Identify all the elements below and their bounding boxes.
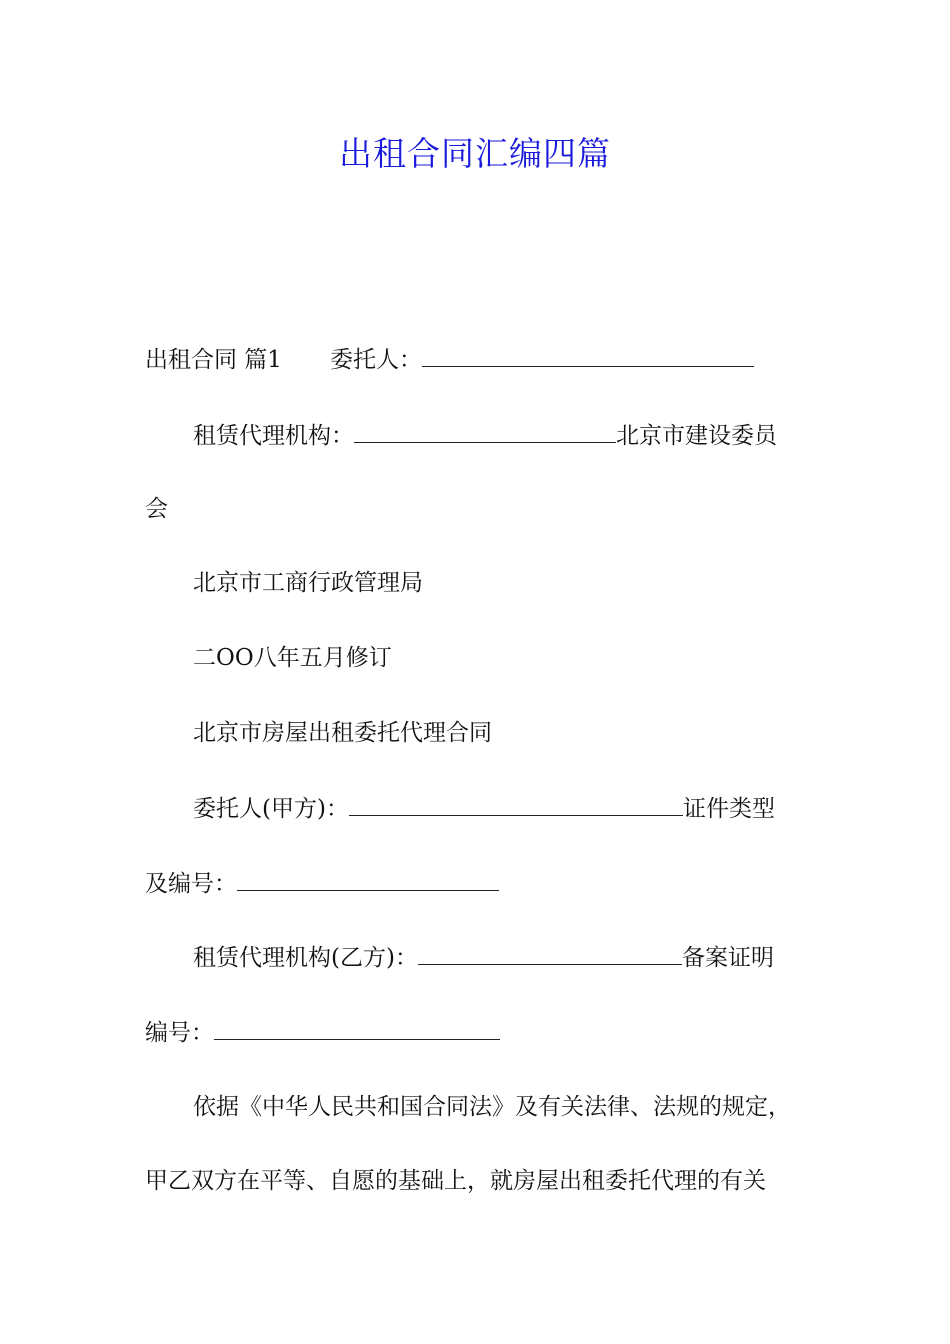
agency-label: 租赁代理机构： — [193, 423, 354, 449]
party-b-blank[interactable] — [418, 942, 682, 965]
principal-label: 委托人： — [329, 347, 422, 373]
party-a-blank[interactable] — [349, 793, 683, 816]
record-number-label: 编号： — [145, 1020, 214, 1046]
line-contract-name: 北京市房屋出租委托代理合同 — [193, 720, 492, 746]
principal-blank[interactable] — [422, 344, 754, 367]
line-issuer-bureau: 北京市工商行政管理局 — [193, 570, 423, 596]
line-party-b — [193, 942, 774, 973]
party-a-label: 委托人(甲方)： — [193, 796, 349, 822]
line-party-a — [193, 793, 775, 824]
record-cert-label: 备案证明 — [681, 945, 774, 971]
paragraph-line-1: 依据《中华人民共和国合同法》及有关法律、法规的规定， — [193, 1094, 791, 1120]
paragraph-line-2: 甲乙双方在平等、自愿的基础上，就房屋出租委托代理的有关 — [145, 1168, 766, 1194]
id-number-blank[interactable] — [237, 868, 499, 891]
document-title: 出租合同汇编四篇 — [339, 134, 611, 173]
id-type-label: 证件类型 — [682, 796, 775, 822]
record-number-blank[interactable] — [214, 1017, 500, 1040]
id-number-label: 及编号： — [145, 871, 237, 897]
party-b-label: 租赁代理机构(乙方)： — [193, 945, 418, 971]
line-record-number — [145, 1017, 500, 1048]
contract-number-label: 出租合同 篇1 — [145, 347, 282, 373]
line-agency — [193, 420, 777, 451]
line-revision-date: 二OO八年五月修订 — [193, 645, 392, 671]
agency-blank[interactable] — [354, 420, 616, 443]
line-issuer-continued: 会 — [145, 496, 168, 522]
issuer-label: 北京市建设委员 — [616, 423, 777, 449]
line-contract-heading — [145, 344, 754, 375]
line-id-number — [145, 868, 499, 899]
